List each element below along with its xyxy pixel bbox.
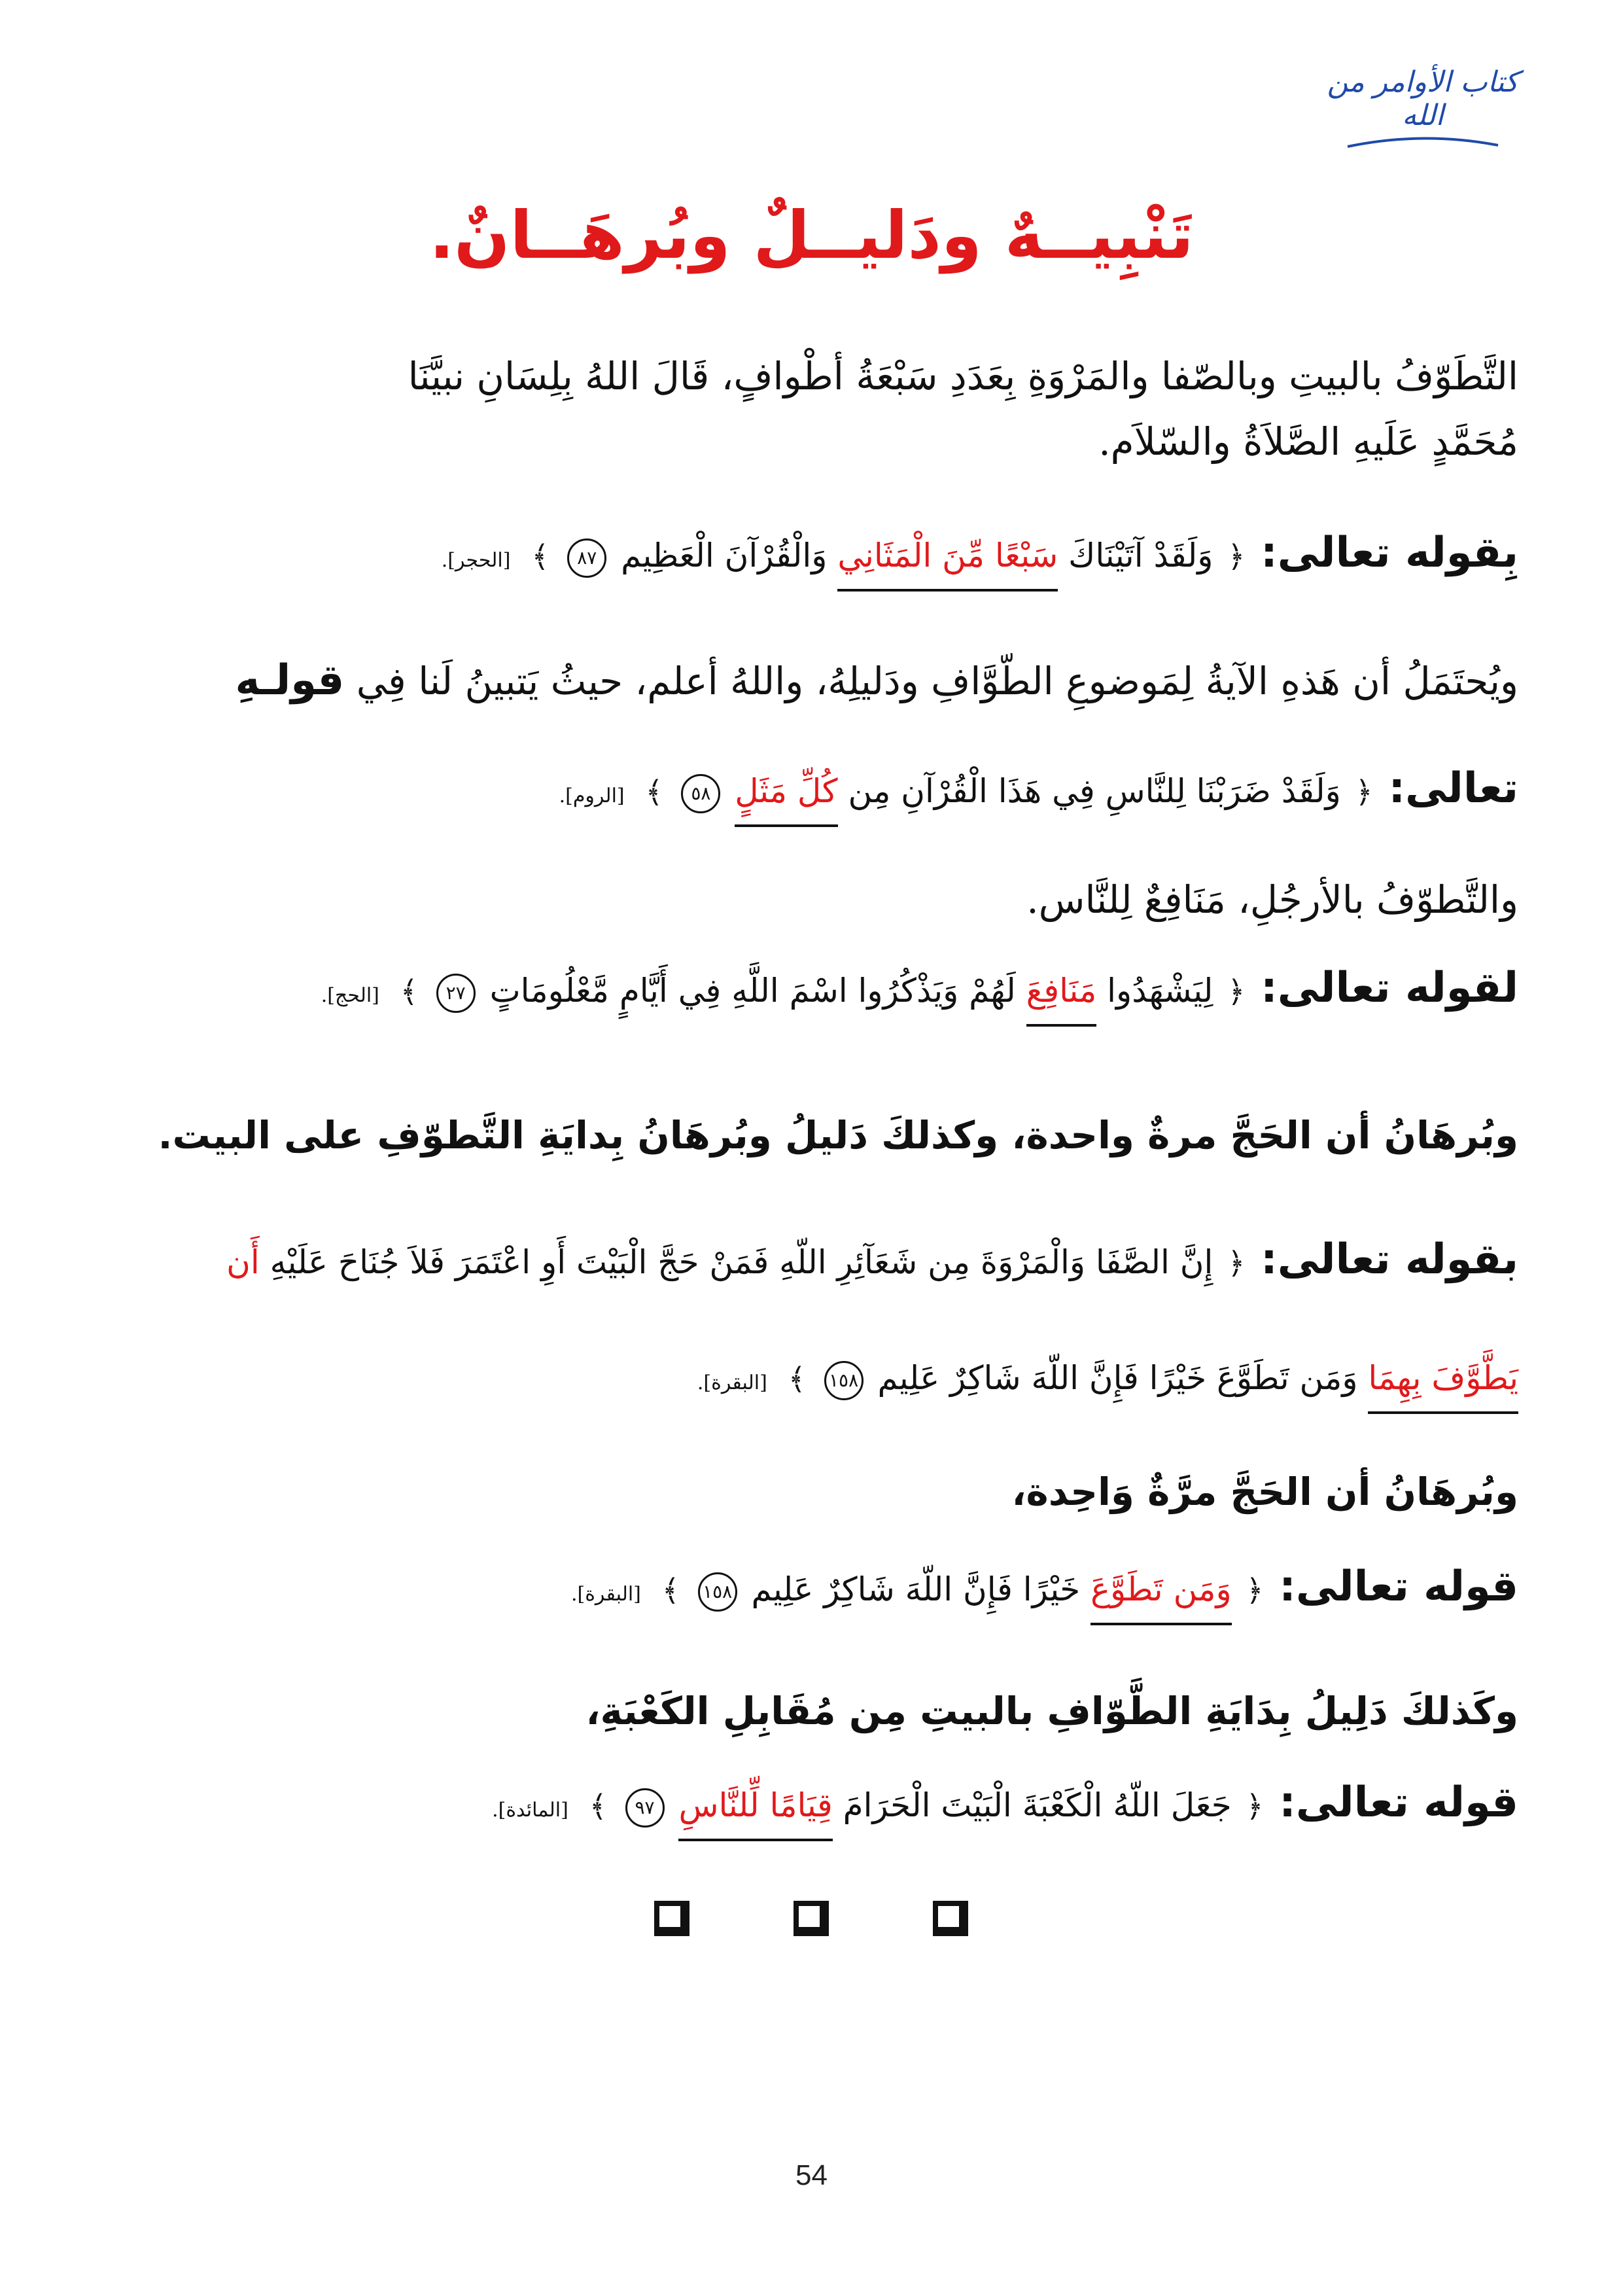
ornament-close: ﴾ [400,974,418,1009]
intro-line-2: مُحَمَّدٍ عَلَيهِ الصَّلاَةُ والسّلاَم. [1098,419,1518,464]
verse-2 [99,759,1518,827]
verse-5-lead: قوله تعالى: [1279,1563,1518,1611]
ayah-number-marker: ١٥٨ [698,1572,737,1612]
ornament-close: ﴾ [645,774,663,809]
verse-6-text-a: جَعَلَ اللّهُ الْكَعْبَةَ الْبَيْتَ الْحَرَامَ [843,1786,1232,1824]
verse-5-reference: [البقرة]. [570,1583,641,1606]
verse-4-lead: بقوله تعالى: [1261,1235,1518,1284]
paragraph-2-line-1 [99,651,1518,711]
paragraph-2-text: ويُحتَمَلُ أن هَذهِ الآيةُ لِمَوضوعِ الطّوَّافِ ودَليلِهُ، واللهُ أعلم، حيثُ يَتبينُ لَنا فِي [356,659,1518,703]
verse-5 [99,1557,1518,1625]
ornament-close: ﴾ [788,1361,806,1396]
ornament-open: ﴿ [1246,1572,1264,1608]
statement-3: والتَّطوّفُ بالأرجُلِ، مَنَافِعٌ لِلنَّاس. [1026,877,1518,922]
ornament-close: ﴾ [531,539,550,574]
verse-1-reference: [الحجر]. [441,549,511,572]
verse-3 [99,959,1518,1027]
verse-4-text-b: وَمَن تَطَوَّعَ خَيْرًا فَإِنَّ اللّهَ شَاكِرٌ عَلِيم [877,1359,1358,1397]
verse-2-reference: [الروم]. [559,785,625,807]
paragraph-2-lead: قولـهِ [235,656,345,705]
verse-1-text-b: وَالْقُرْآنَ الْعَظِيم [621,537,828,574]
verse-6 [99,1773,1518,1841]
ayah-number-marker: ١٥٨ [824,1361,864,1400]
page-number: 54 [795,2159,828,2191]
book-logo-text: كتاب الأوامر من الله [1327,65,1519,132]
verse-4-text-a: إِنَّ الصَّفَا وَالْمَرْوَةَ مِن شَعَآئِرِ اللّهِ فَمَنْ حَجَّ الْبَيْتَ أَوِ اعْتَمَرَ فَلاَ جُنَاحَ عَلَيْهِ [270,1243,1213,1281]
verse-4-line-2 [99,1348,1518,1414]
verse-2-lead: تعالى: [1388,764,1518,813]
verse-4-line-1 [99,1230,1518,1292]
statement-4: وبُرهَانُ أن الحَجَّ مرةٌ واحدة، وكذلكَ دَليلُ وبُرهَانُ بِدايَةِ التَّطوّفِ على البيت. [158,1113,1518,1157]
ayah-number-marker: ٢٧ [436,974,476,1013]
verse-3-reference: [الحج]. [321,984,379,1007]
square-bullet-icon [933,1901,968,1936]
verse-6-highlight: قِيَامًا لِّلنَّاسِ [678,1776,832,1841]
square-bullet-icon [654,1901,689,1936]
verse-6-reference: [المائدة]. [492,1799,568,1822]
verse-3-lead: لقوله تعالى: [1261,964,1518,1012]
verse-1-highlight: سَبْعًا مِّنَ الْمَثَانِي [837,526,1058,592]
verse-3-text-b: لَهُمْ وَيَذْكُرُوا اسْمَ اللَّهِ فِي أَيَّامٍ مَّعْلُومَاتٍ [489,972,1016,1010]
verse-2-highlight: كُلِّ مَثَلٍ [735,762,837,827]
ayah-number-marker: ٥٨ [681,774,720,813]
verse-5-text-b: خَيْرًا فَإِنَّ اللّهَ شَاكِرٌ عَلِيم [751,1570,1081,1608]
ayah-number-marker: ٨٧ [567,539,606,578]
verse-1-lead: بِقوله تعالى: [1261,529,1518,577]
ornament-open: ﴿ [1227,1245,1246,1280]
verse-1-text-a: وَلَقَدْ آتَيْنَاكَ [1068,537,1213,574]
ornament-open: ﴿ [1355,774,1373,809]
verse-3-text-a: لِيَشْهَدُوا [1107,972,1213,1010]
statement-6: وكَذلكَ دَلِيلُ بِدَايَةِ الطَّوّافِ بالبيتِ مِن مُقَابِلِ الكَعْبَةِ، [585,1689,1518,1733]
ornament-open: ﴿ [1227,539,1246,574]
ornament-open: ﴿ [1227,974,1246,1009]
verse-4-highlight-b: يَطَّوَّفَ بِهِمَا [1368,1349,1518,1414]
logo-swash-icon [1341,135,1505,153]
verse-4-reference: [البقرة]. [697,1371,767,1394]
square-bullet-icon [794,1901,829,1936]
ornament-close: ﴾ [661,1572,680,1608]
ayah-number-marker: ٩٧ [625,1788,665,1828]
section-end-ornament [654,1901,968,1953]
ornament-close: ﴾ [589,1788,607,1824]
book-logo [1315,65,1531,137]
page-title: تَنْبِيــهٌ ودَليــلٌ وبُرهَــانٌ. [429,197,1194,274]
statement-5: وبُرهَانُ أن الحَجَّ مرَّةٌ وَاحِدة، [1011,1470,1518,1514]
verse-6-lead: قوله تعالى: [1279,1778,1518,1827]
verse-4-highlight-a: أَن [226,1243,260,1281]
verse-1 [99,523,1518,592]
intro-line-1: التَّطَوّفُ بالبيتِ وبالصّفا والمَرْوَةِ بِعَدَدِ سَبْعَةُ أطْوافٍ، قَالَ اللهُ بِلِسَانِ نبيَّنَا [408,354,1518,398]
verse-2-text-a: وَلَقَدْ ضَرَبْنَا لِلنَّاسِ فِي هَذَا الْقُرْآنِ مِن [848,772,1341,810]
ornament-open: ﴿ [1246,1788,1264,1824]
verse-3-highlight: مَنَافِعَ [1026,961,1097,1027]
verse-5-highlight: وَمَن تَطَوَّعَ [1091,1560,1231,1625]
